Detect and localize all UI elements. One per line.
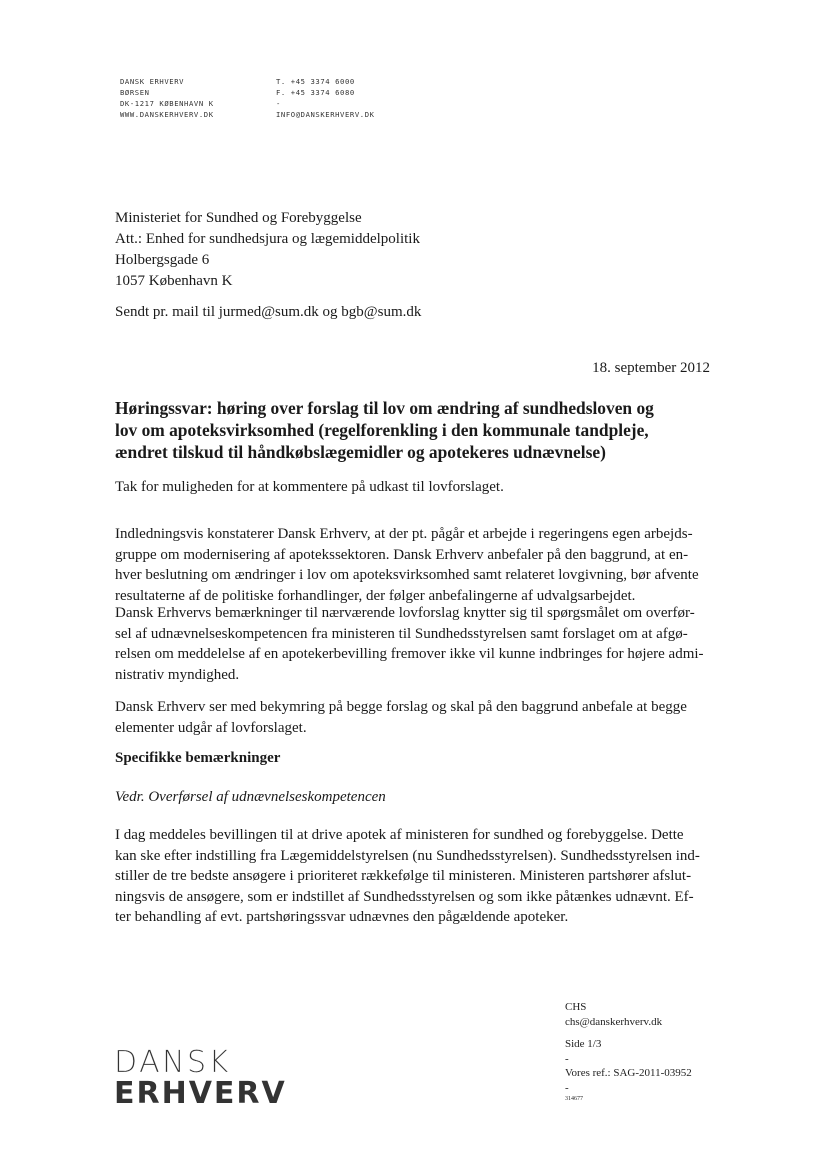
recipient-line: Holbergsgade 6 [115, 252, 210, 268]
sender-line: WWW.DANSKERHVERV.DK [120, 110, 214, 119]
paragraph-current-practice [115, 825, 715, 928]
subsection-heading: Vedr. Overførsel af udnævnelseskompetencen [115, 789, 386, 805]
sender-address-block [120, 76, 214, 120]
document-number: 314677 [565, 1096, 583, 1102]
paragraph-line: nistrativ myndighed. [115, 666, 240, 683]
paragraph-concern [115, 697, 715, 738]
contact-line: F. +45 3374 6080 [276, 88, 355, 97]
recipient-line: Ministeriet for Sundhed og Forebyggelse [115, 210, 362, 226]
page-number: Side 1/3 [565, 1038, 602, 1050]
paragraph-line: I dag meddeles bevillingen til at drive apotek af ministeren for sundhed og forebyggelse. Dette [115, 827, 684, 843]
paragraph-line: Indledningsvis konstaterer Dansk Erhverv, at der pt. pågår et arbejde i regeringens egen arbejds- [115, 526, 693, 542]
paragraph-line: Dansk Erhvervs bemærkninger til nærværende lovforslag knytter sig til spørgsmålet om overfør- [115, 605, 695, 621]
contact-line: - [276, 99, 281, 108]
contact-line: INFO@DANSKERHVERV.DK [276, 110, 375, 119]
sender-line: BØRSEN [120, 88, 150, 97]
paragraph-thanks [115, 477, 715, 498]
paragraph-line: sel af udnævnelseskompetencen fra ministeren til Sundhedsstyrelsen samt forslaget om at afgø- [115, 625, 688, 642]
recipient-line: 1057 København K [115, 273, 233, 289]
recipient-address [115, 208, 420, 292]
recipient-line: Att.: Enhed for sundhedsjura og lægemiddelpolitik [115, 231, 420, 247]
author-initials: CHS [565, 1001, 587, 1013]
dansk-erhverv-logo [114, 1045, 287, 1111]
contact-line: T. +45 3374 6000 [276, 77, 355, 86]
separator-dash: - [565, 1052, 569, 1065]
letter-title [115, 397, 715, 463]
paragraph-line: hver beslutning om ændringer i lov om apoteksvirksomhed samt relateret lovgivning, bør afvente [115, 567, 699, 583]
title-line: ændret tilskud til håndkøbslægemidler og apotekeres udnævnelse) [115, 442, 606, 462]
paragraph-line: Dansk Erhverv ser med bekymring på begge forslag og skal på den baggrund anbefale at begge [115, 699, 687, 715]
title-line: lov om apoteksvirksomhed (regelforenkling i den kommunale tandpleje, [115, 420, 649, 440]
paragraph-line: stiller de tre bedste ansøgere i prioriteret rækkefølge til ministeren. Ministeren partshører afslut- [115, 868, 692, 884]
title-line: Høringssvar: høring over forslag til lov om ændring af sundhedsloven og [115, 398, 654, 418]
paragraph-line: ningsvis de ansøgere, som er indstillet af Sundhedsstyrelsen og som ikke påtænkes udnævnt. Ef- [115, 888, 694, 905]
separator-dash: - [565, 1081, 569, 1094]
footer-meta [565, 1000, 692, 1104]
sender-contact-block [276, 76, 375, 120]
sender-line: DANSK ERHVERV [120, 77, 185, 86]
sender-line: DK-1217 KØBENHAVN K [120, 99, 214, 108]
paragraph-intro [115, 524, 715, 606]
section-heading: Specifikke bemærkninger [115, 750, 281, 766]
paragraph-line: elementer udgår af lovforslaget. [115, 719, 307, 736]
sent-by-mail-line: Sendt pr. mail til jurmed@sum.dk og bgb@sum.dk [115, 304, 422, 320]
letter-date: 18. september 2012 [592, 360, 710, 376]
paragraph-line: Tak for muligheden for at kommentere på udkast til lovforslaget. [115, 479, 504, 495]
paragraph-line: relsen om meddelelse af en apotekerbevilling fremover ikke vil kunne indbringes for højere admi- [115, 646, 704, 662]
paragraph-line: gruppe om modernisering af apotekssektoren. Dansk Erhverv anbefaler på den baggrund, at en- [115, 546, 689, 563]
paragraph-line: kan ske efter indstilling fra Lægemiddelstyrelsen (nu Sundhedsstyrelsen). Sundhedsstyrelsen ind- [115, 847, 700, 864]
author-email: chs@danskerhverv.dk [565, 1015, 663, 1028]
paragraph-line: ter behandling af evt. partshøringssvar udnævnes den pågældende apoteker. [115, 909, 569, 925]
logo-word-bottom: ERHVERV [114, 1076, 287, 1111]
paragraph-line: resultaterne af de politiske forhandlinger, der følger anbefalingerne af udvalgsarbejdet. [115, 587, 636, 604]
paragraph-remarks [115, 603, 715, 685]
reference-number: Vores ref.: SAG-2011-03952 [565, 1067, 692, 1079]
logo-word-top: DANSK [114, 1045, 231, 1080]
